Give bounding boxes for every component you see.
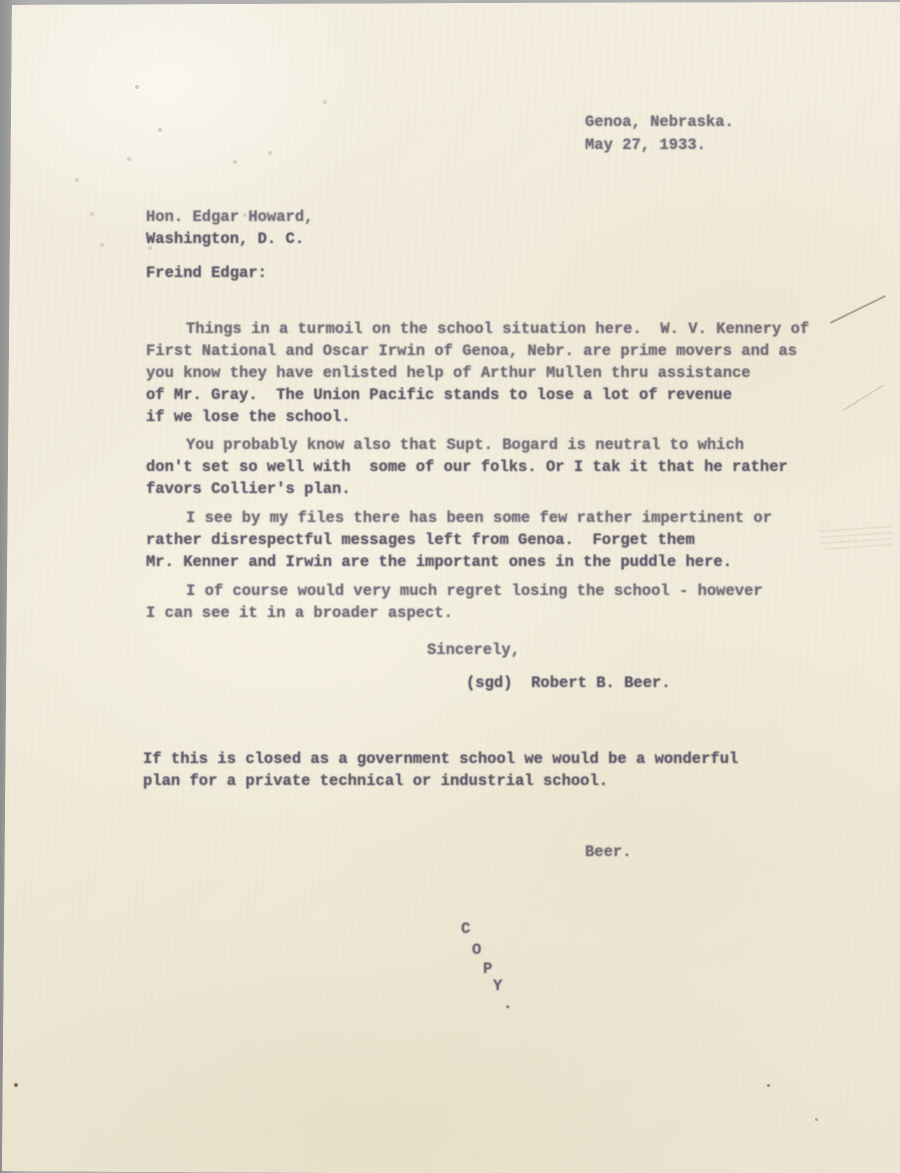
copy-stamp-letter: Y: [493, 977, 503, 995]
copy-stamp-letter: .: [503, 995, 513, 1013]
body-line: Mr. Kenner and Irwin are the important ones in the puddle here.: [146, 553, 732, 571]
signature: [466, 672, 671, 694]
closing-text: Sincerely,: [427, 641, 521, 659]
body-line: if we lose the school.: [146, 408, 351, 426]
body-line: I can see it in a broader aspect.: [146, 604, 453, 622]
recipient-city: Washington, D. C.: [146, 230, 305, 248]
body-line: you know they have enlisted help of Arthur Mullen thru assistance: [146, 364, 751, 382]
closing: [427, 639, 520, 661]
body-paragraph: [146, 318, 809, 428]
body-line: rather disrespectful messages left from Genoa. Forget them: [146, 531, 695, 549]
body-line: don't set so well with some of our folks. Or I tak it that he rather: [146, 458, 788, 476]
copy-stamp-letter: P: [483, 960, 493, 978]
body-paragraph: [146, 507, 772, 573]
dateline-date: May 27, 1933.: [585, 136, 706, 154]
signature-text: (sgd) Robert B. Beer.: [466, 674, 671, 692]
copy-stamp-letter: C: [461, 920, 471, 938]
body-line: Things in a turmoil on the school situation here. W. V. Kennery of: [186, 320, 810, 338]
postscript-line: If this is closed as a government school we would be a wonderful: [143, 750, 739, 768]
dateline-place: Genoa, Nebraska.: [585, 113, 734, 131]
postscript-signature-text: Beer.: [585, 843, 632, 861]
salutation: [146, 262, 267, 284]
postscript: [143, 748, 738, 792]
recipient-name: Hon. Edgar Howard,: [146, 208, 314, 226]
body-paragraph: [146, 434, 788, 500]
body-paragraph: [146, 580, 763, 624]
body-line: I of course would very much regret losing the school - however: [186, 582, 763, 600]
salutation-text: Freind Edgar:: [146, 264, 267, 282]
body-line: You probably know also that Supt. Bogard is neutral to which: [186, 436, 745, 454]
body-line: of Mr. Gray. The Union Pacific stands to lose a lot of revenue: [146, 386, 732, 404]
copy-stamp-letter: O: [472, 941, 482, 959]
dateline: [585, 111, 734, 157]
recipient-address: [146, 206, 313, 250]
postscript-line: plan for a private technical or industrial school.: [143, 772, 609, 790]
body-line: First National and Oscar Irwin of Genoa, Nebr. are prime movers and as: [146, 342, 798, 360]
body-line: I see by my files there has been some few rather impertinent or: [186, 509, 772, 527]
postscript-signature: [585, 841, 632, 863]
body-line: favors Collier's plan.: [146, 480, 351, 498]
